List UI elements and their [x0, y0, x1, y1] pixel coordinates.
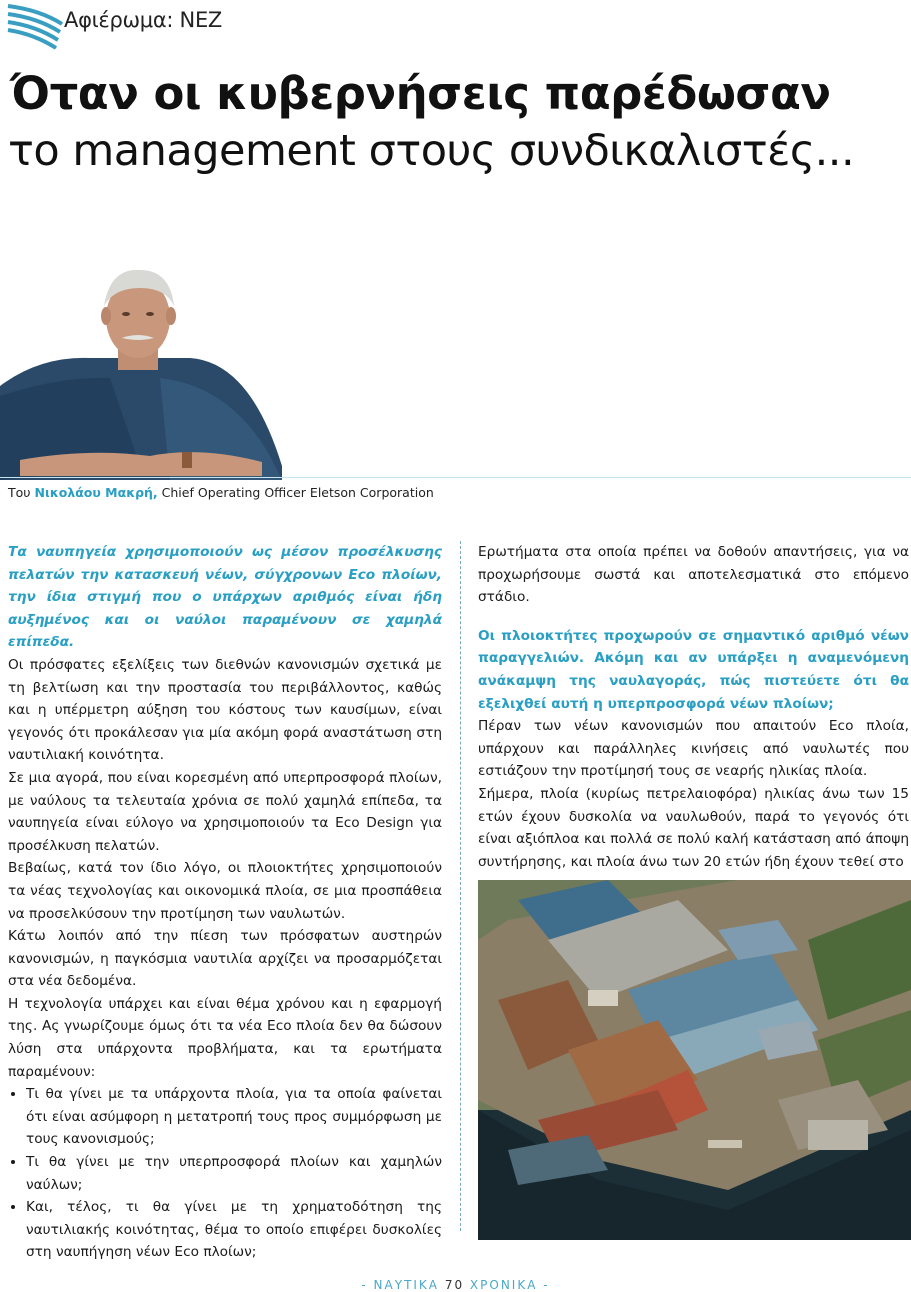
section-label: Αφιέρωμα: ΝΕΖ [64, 8, 223, 32]
paragraph: Κάτω λοιπόν από την πίεση των πρόσφατων αυστηρών κανονισμών, η παγκόσμια ναυτιλία αρχίζει να προσαρμόζεται στα νέα δεδομένα. [8, 928, 442, 990]
shipyard-aerial-photo [478, 880, 911, 1240]
paragraph: Οι πρόσφατες εξελίξεις των διεθνών κανονισμών σχετικά με τη βελτίωση και την προστασία του περιβάλλοντος, καθώς και η υπέρμετρη αύξηση του κόστους των καυσίμων, είναι γεγονός ότι προκάλεσαν για μία ακόμη φορά αναστάτωση στη ναυτιλιακή κοινότητα. [8, 656, 442, 764]
right-column [478, 541, 909, 873]
question-list [8, 1083, 442, 1264]
page-footer [0, 1278, 911, 1292]
footer-magazine-left: - ΝΑΥΤΙΚΑ [361, 1278, 445, 1292]
author-role: Chief Operating Officer Eletson Corporation [157, 485, 434, 500]
paragraph: Πέραν των νέων κανονισμών που απαιτούν Eco πλοία, υπάρχουν και παράλληλες κινήσεις από ναυλωτές που εστιάζουν την προτίμησή τους σε νεαρής ηλικίας πλοία. [478, 718, 909, 780]
author-name: Νικολάου Μακρή, [34, 485, 158, 500]
author-portrait [0, 266, 282, 480]
lead-paragraph: Τα ναυπηγεία χρησιμοποιούν ως μέσον προσέλκυσης πελατών την κατασκευή νέων, σύγχρονων Eco πλοίων, την ίδια στιγμή που ο υπάρχων αριθμός είναι ήδη αυξημένος και οι ναύλοι παραμένουν σε χαμηλά επίπεδα. [8, 544, 442, 651]
list-item: • Και, τέλος, τι θα γίνει με τη χρηματοδότηση της ναυτιλιακής κοινότητας, θέμα το οποίο επιφέρει δυσκολίες στη ναυπήγηση νέων Eco πλοίων; [26, 1196, 442, 1264]
paragraph: Η τεχνολογία υπάρχει και είναι θέμα χρόνου και η εφαρμογή της. Ας γνωρίζουμε όμως ότι τα νέα Eco πλοία δεν θα δώσουν λύση στα υπάρχοντα προβλήματα, και τα ερωτήματα παραμένουν: [8, 995, 442, 1080]
list-item: • Τι θα γίνει με τα υπάρχοντα πλοία, για τα οποία φαίνεται ότι είναι ασύμφορη η μετατροπή τους προς συμμόρφωση με τους κανονισμούς; [26, 1083, 442, 1151]
caption-divider [0, 477, 911, 478]
headline-line-1: Όταν οι κυβερνήσεις παρέδωσαν [10, 67, 831, 120]
byline [8, 485, 434, 500]
paragraph: Σε μια αγορά, που είναι κορεσμένη από υπερπροσφορά πλοίων, με ναύλους τα τελευταία χρόνια σε πολύ χαμηλά επίπεδα, τα ναυπηγεία είναι εύλογο να χρησιμοποιούν τα Eco Design για προσέλκυση πελατών. [8, 769, 442, 854]
headline-line-2: το management στους συνδικαλιστές... [8, 126, 855, 176]
paragraph: Ερωτήματα στα οποία πρέπει να δοθούν απαντήσεις, για να προχωρήσουμε σωστά και αποτελεσματικά στο επόμενο στάδιο. [478, 544, 909, 606]
paragraph: Σήμερα, πλοία (κυρίως πετρελαιοφόρα) ηλικίας άνω των 15 ετών έχουν δυσκολία να ναυλωθούν, παρά το γεγονός ότι είναι αξιόπλοα και πολλά σε πολύ καλή κατάσταση από άποψη συντήρησης, και πλοία άνω των 20 ετών ήδη έχουν τεθεί στο [478, 785, 909, 870]
footer-magazine-right: ΧΡΟΝΙΚΑ - [464, 1278, 550, 1292]
column-divider [460, 541, 461, 1231]
left-column [8, 541, 442, 1264]
list-item: • Τι θα γίνει με την υπερπροσφορά πλοίων και χαμηλών ναύλων; [26, 1151, 442, 1196]
page-number: 70 [444, 1278, 465, 1292]
paragraph: Βεβαίως, κατά τον ίδιο λόγο, οι πλοιοκτήτες χρησιμοποιούν τα νέας τεχνολογίας και οικονομικά πλοία, σε μια προσπάθεια να προσελκύσουν την προτίμηση των ναυλωτών. [8, 860, 442, 922]
interview-question: Οι πλοιοκτήτες προχωρούν σε σημαντικό αριθμό νέων παραγγελιών. Ακόμη και αν υπάρξει η αναμενόμενη ανάκαμψη της ναυλαγοράς, πώς πιστεύετε ότι θα εξελιχθεί αυτή η υπερπροσφορά νέων πλοίων; [478, 627, 909, 712]
byline-prefix: Του [8, 485, 35, 500]
